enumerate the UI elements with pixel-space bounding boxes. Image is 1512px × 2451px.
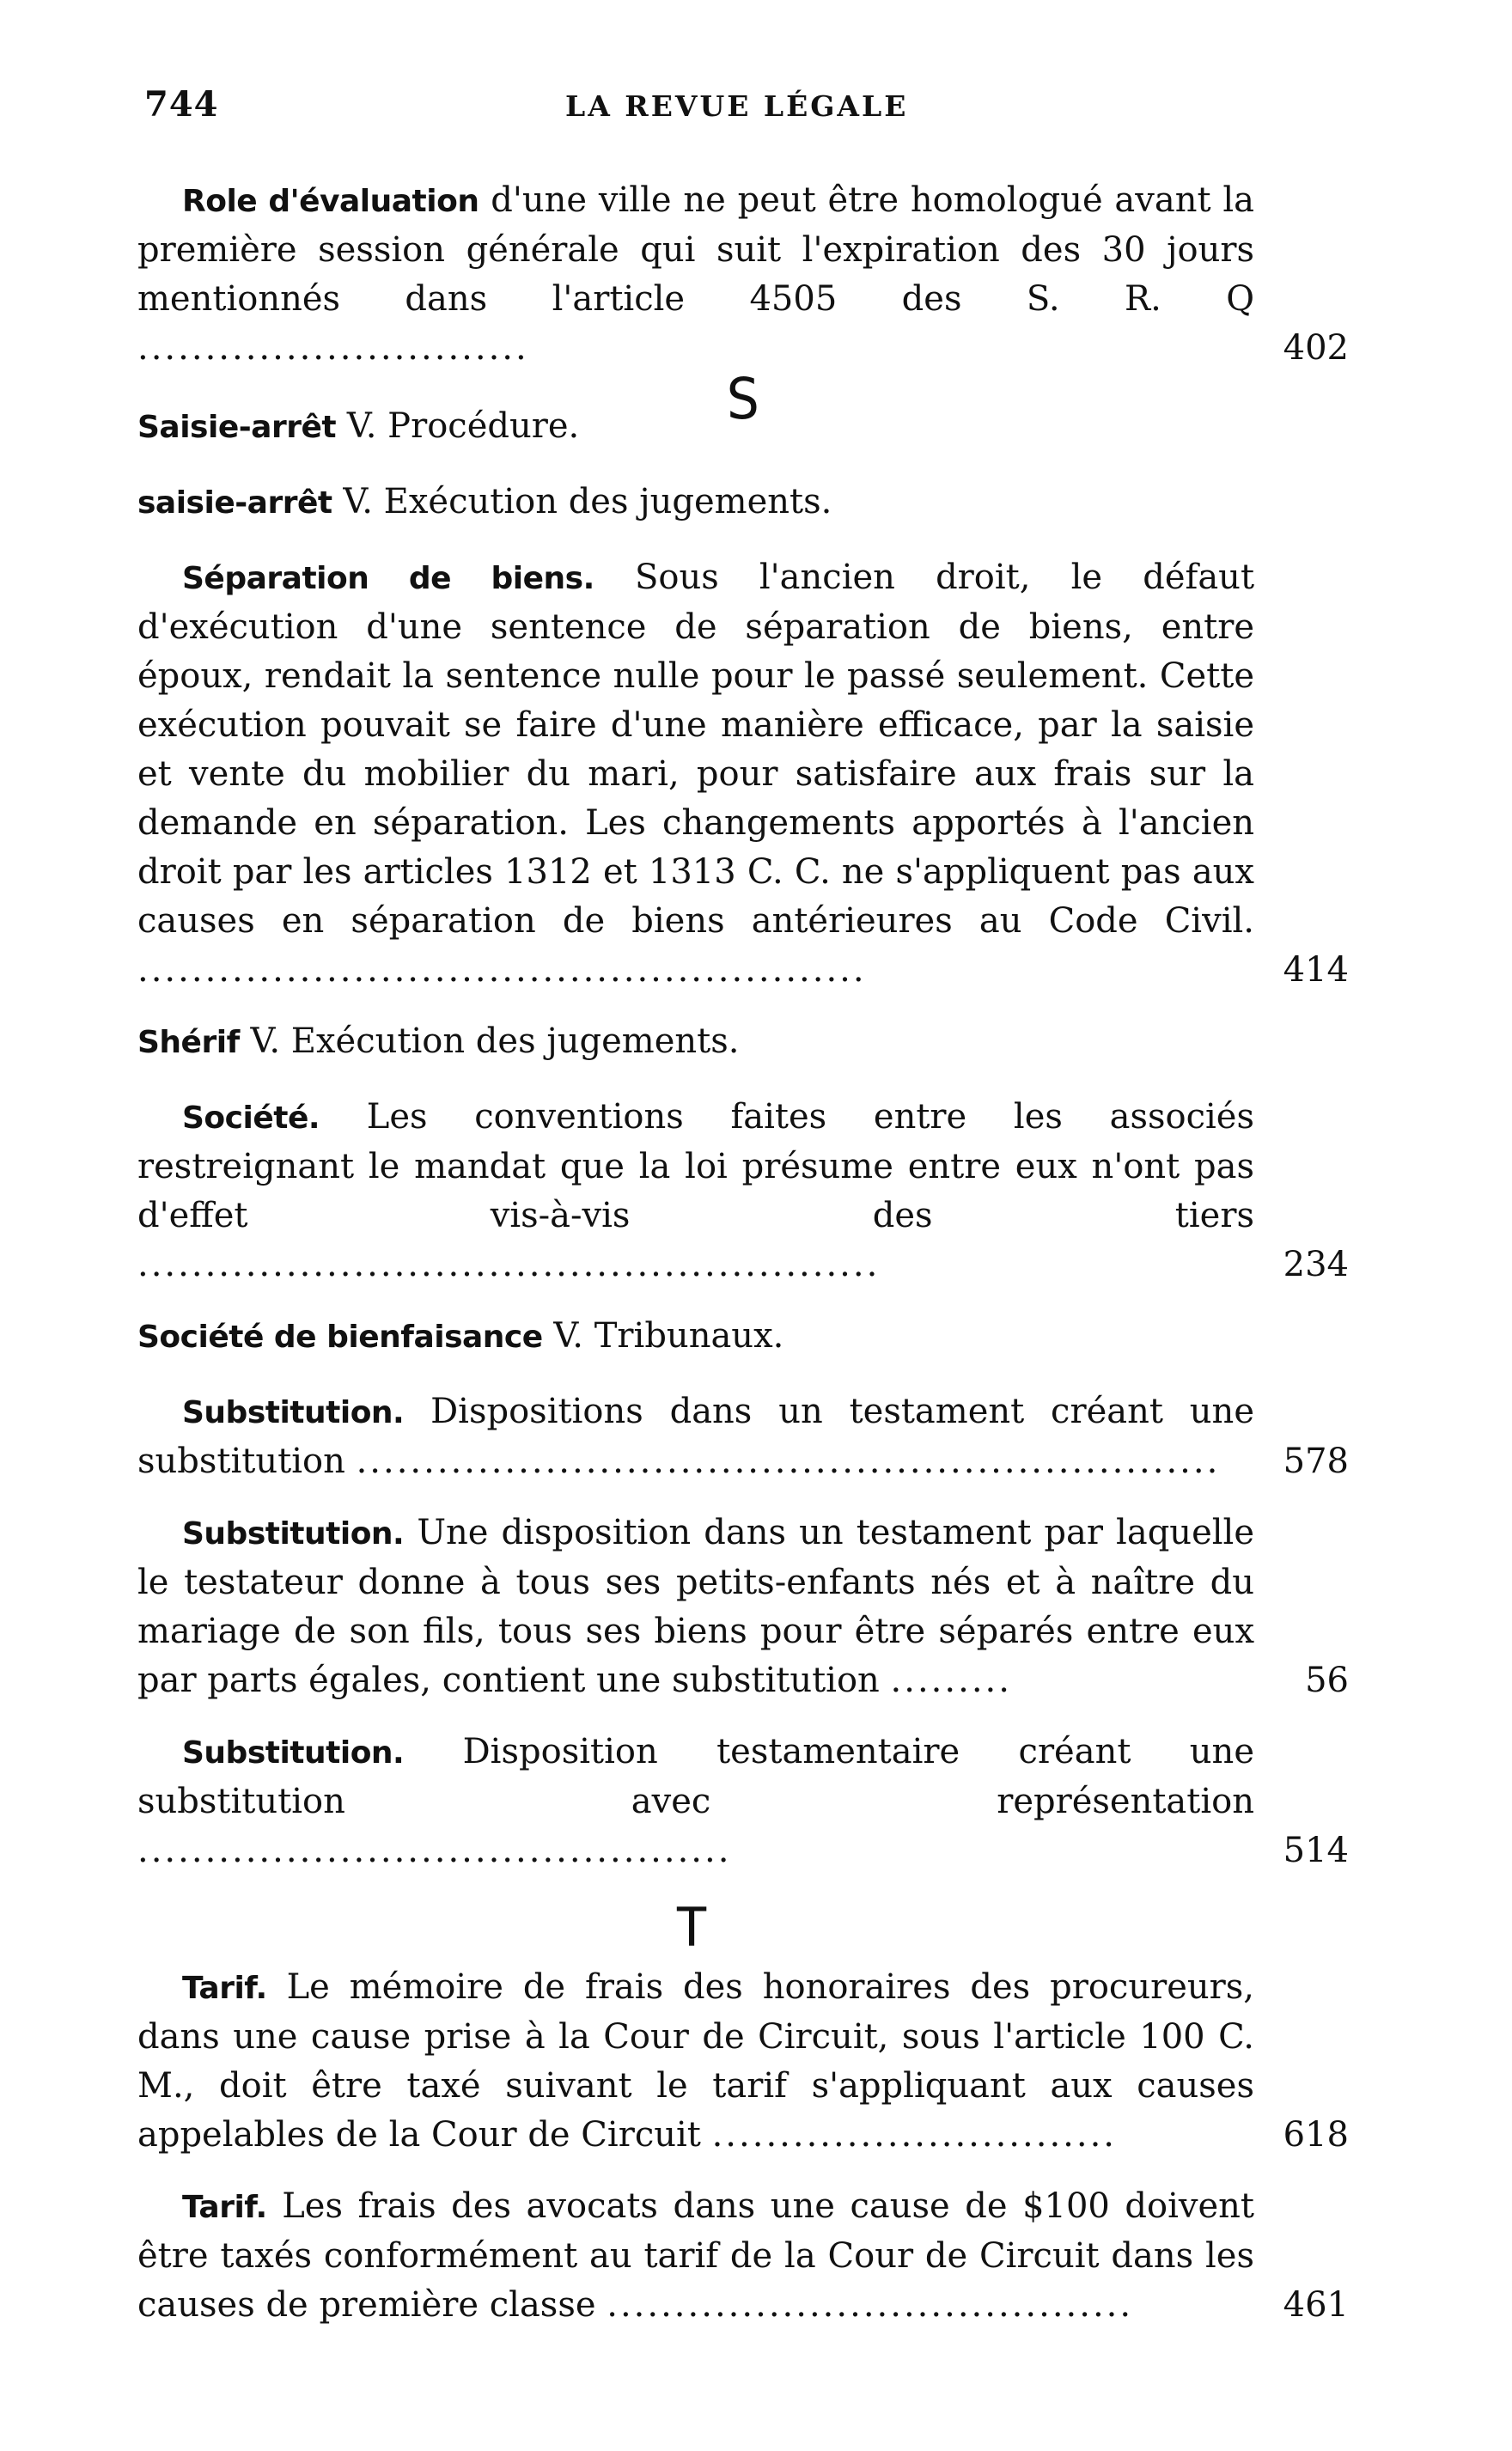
- section-letter-s: S: [726, 366, 760, 432]
- page-header: [144, 84, 1347, 136]
- entry-text: V. Tribunaux.: [553, 1316, 784, 1356]
- entry-text: Sous l'ancien droit, le défaut d'exécution d'une sentence de séparation de biens, entre époux, rendait la sentence nulle pour le passé seulement. Cette exécution pouvait se faire d'une manière efficace, par la saisie et vente du mobilier du mari, pour satisfaire aux frais sur la demande en séparation. Les changements apportés à l'ancien droit par les articles 1312 et 1313 C. C. ne s'appliquent pas aux causes en séparation de biens antérieures au Code Civil.: [137, 558, 1255, 941]
- entry-text: V. Procédure.: [346, 406, 580, 446]
- entry-keyword: Saisie-arrêt: [137, 410, 337, 445]
- entry-text: Dispositions dans un testament créant une substitution: [137, 1392, 1254, 1481]
- entry-keyword: Tarif.: [182, 1971, 267, 2006]
- dot-leader: .........: [890, 1661, 1012, 1700]
- section-letter-t: T: [675, 1896, 708, 1959]
- index-entry: [137, 1387, 1349, 1486]
- entry-page-ref: 618: [1283, 2115, 1349, 2155]
- entry-keyword: saisie-arrêt: [137, 485, 332, 521]
- index-entry: [137, 1728, 1349, 1875]
- entry-page-ref: 414: [1283, 950, 1349, 990]
- entry-keyword: Shérif: [137, 1025, 240, 1060]
- index-entry: [137, 2182, 1349, 2330]
- entry-keyword: Substitution.: [182, 1395, 405, 1430]
- index-content: [137, 176, 1349, 2352]
- entry-text: Disposition testamentaire créant une substitution avec représentation: [137, 1732, 1254, 1821]
- index-entry: [137, 478, 1349, 527]
- dot-leader: ......................................................: [137, 950, 867, 990]
- entry-text: d'une ville ne peut être homologué avant la première session générale qui suit l'expiration des 30 jours mentionnés dans l'article 4505 des S. R. Q: [137, 180, 1255, 319]
- dot-leader: .......................................: [607, 2285, 1134, 2325]
- entry-text: Le mémoire de frais des honoraires des procureurs, dans une cause prise à la Cour de Circuit, sous l'article 100 C. M., doit être taxé suivant le tarif s'appliquant aux causes appelables de la Cour de Circuit: [137, 1967, 1254, 2155]
- dot-leader: ................................................................: [356, 1442, 1221, 1481]
- entry-text: Une disposition dans un testament par laquelle le testateur donne à tous ses petits-enfants nés et à naître du mariage de son fils, tous ses biens pour être séparés entre eux par parts égales, contient une substitution: [137, 1513, 1254, 1700]
- entry-page-ref: 402: [1283, 328, 1349, 368]
- entry-keyword: Société.: [182, 1101, 320, 1136]
- index-entry: [137, 1312, 1349, 1362]
- entry-text: V. Exécution des jugements.: [250, 1021, 740, 1061]
- entry-page-ref: 461: [1283, 2285, 1349, 2325]
- dot-leader: .............................: [137, 328, 529, 368]
- index-entry: [137, 1017, 1349, 1067]
- entry-text: V. Exécution des jugements.: [343, 482, 832, 521]
- index-entry: [137, 553, 1349, 995]
- index-entry: [137, 1093, 1349, 1290]
- dot-leader: ............................................: [137, 1831, 732, 1870]
- index-entry: [137, 402, 1349, 452]
- dot-leader: .......................................................: [137, 1245, 881, 1284]
- entry-page-ref: 56: [1305, 1661, 1349, 1700]
- entry-keyword: Substitution.: [182, 1735, 405, 1771]
- entry-page-ref: 578: [1283, 1442, 1349, 1481]
- index-entry: [137, 176, 1349, 373]
- entry-page-ref: 514: [1283, 1831, 1349, 1870]
- running-title: LA REVUE LÉGALE: [565, 89, 909, 123]
- entry-text: Les conventions faites entre les associés restreignant le mandat que la loi présume entre eux n'ont pas d'effet vis-à-vis des tiers: [137, 1097, 1254, 1235]
- dot-leader: ..............................: [711, 2115, 1118, 2155]
- index-entry: [137, 1963, 1349, 2160]
- entry-text: Les frais des avocats dans une cause de $100 doivent être taxés conformément au tarif de la Cour de Circuit dans les causes de première classe: [137, 2186, 1255, 2325]
- entry-keyword: Tarif.: [182, 2190, 267, 2225]
- entry-keyword: Séparation de biens.: [182, 561, 594, 596]
- index-entry: [137, 1509, 1349, 1705]
- entry-keyword: Société de bienfaisance: [137, 1320, 543, 1355]
- entry-keyword: Role d'évaluation: [182, 184, 479, 219]
- page-number: 744: [144, 84, 219, 125]
- entry-keyword: Substitution.: [182, 1516, 405, 1552]
- entry-page-ref: 234: [1283, 1245, 1349, 1284]
